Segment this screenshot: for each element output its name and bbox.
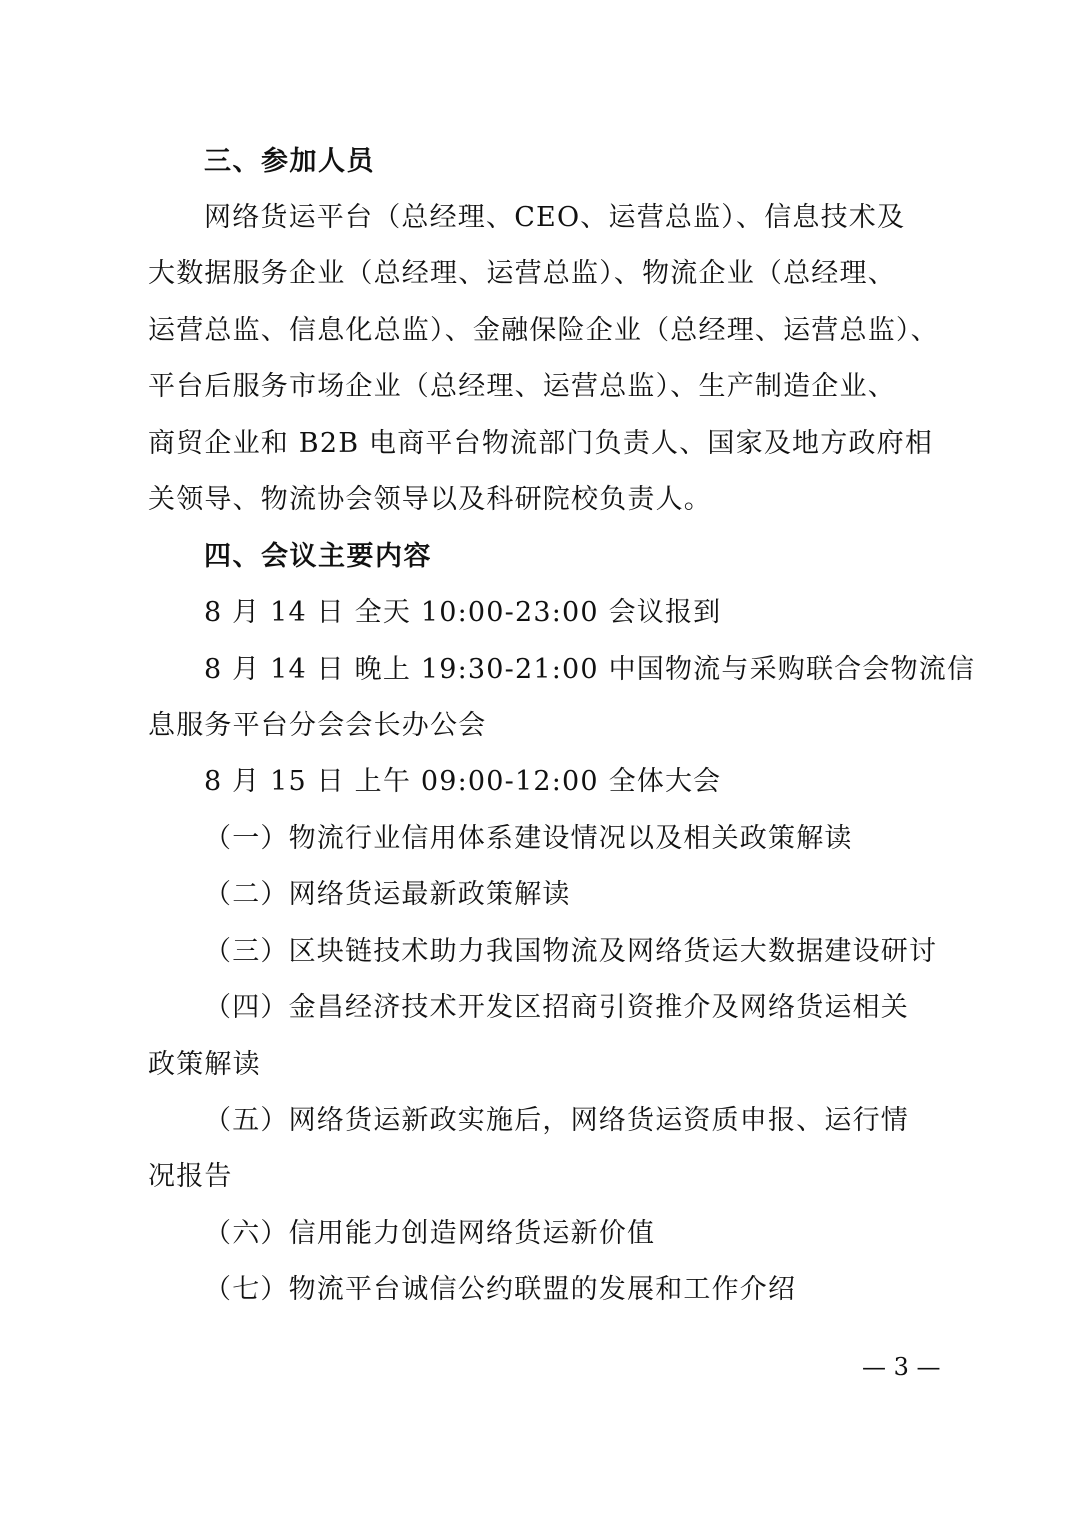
schedule-line: 8 月 14 日 晚上 19:30-21:00 中国物流与采购联合会物流信 <box>204 654 976 685</box>
paragraph-line: 大数据服务企业（总经理、运营总监）、物流企业（总经理、 <box>148 258 896 289</box>
agenda-item: （四）金昌经济技术开发区招商引资推介及网络货运相关 <box>204 992 909 1023</box>
agenda-item-continuation: 况报告 <box>148 1161 233 1192</box>
agenda-item: （七）物流平台诚信公约联盟的发展和工作介绍 <box>204 1274 797 1305</box>
agenda-item: （一）物流行业信用体系建设情况以及相关政策解读 <box>204 823 853 854</box>
section-heading-main-content: 四、会议主要内容 <box>204 541 432 572</box>
agenda-item-continuation: 政策解读 <box>148 1049 261 1080</box>
paragraph-line: 网络货运平台（总经理、CEO、运营总监）、信息技术及 <box>204 202 906 233</box>
schedule-line: 8 月 14 日 全天 10:00-23:00 会议报到 <box>204 597 722 628</box>
agenda-item: （六）信用能力创造网络货运新价值 <box>204 1218 656 1249</box>
agenda-item: （二）网络货运最新政策解读 <box>204 879 571 910</box>
paragraph-line: 关领导、物流协会领导以及科研院校负责人。 <box>148 484 712 515</box>
paragraph-line: 商贸企业和 B2B 电商平台物流部门负责人、国家及地方政府相 <box>148 428 934 459</box>
paragraph-line: 平台后服务市场企业（总经理、运营总监）、生产制造企业、 <box>148 371 896 402</box>
paragraph-line: 运营总监、信息化总监）、金融保险企业（总经理、运营总监）、 <box>148 315 939 346</box>
agenda-item: （三）区块链技术助力我国物流及网络货运大数据建设研讨 <box>204 936 938 967</box>
page-number: — 3 — <box>862 1353 941 1381</box>
schedule-line: 8 月 15 日 上午 09:00-12:00 全体大会 <box>204 766 722 797</box>
section-heading-attendees: 三、参加人员 <box>204 146 375 177</box>
schedule-line: 息服务平台分会会长办公会 <box>148 710 487 741</box>
agenda-item: （五）网络货运新政实施后，网络货运资质申报、运行情 <box>204 1105 909 1136</box>
